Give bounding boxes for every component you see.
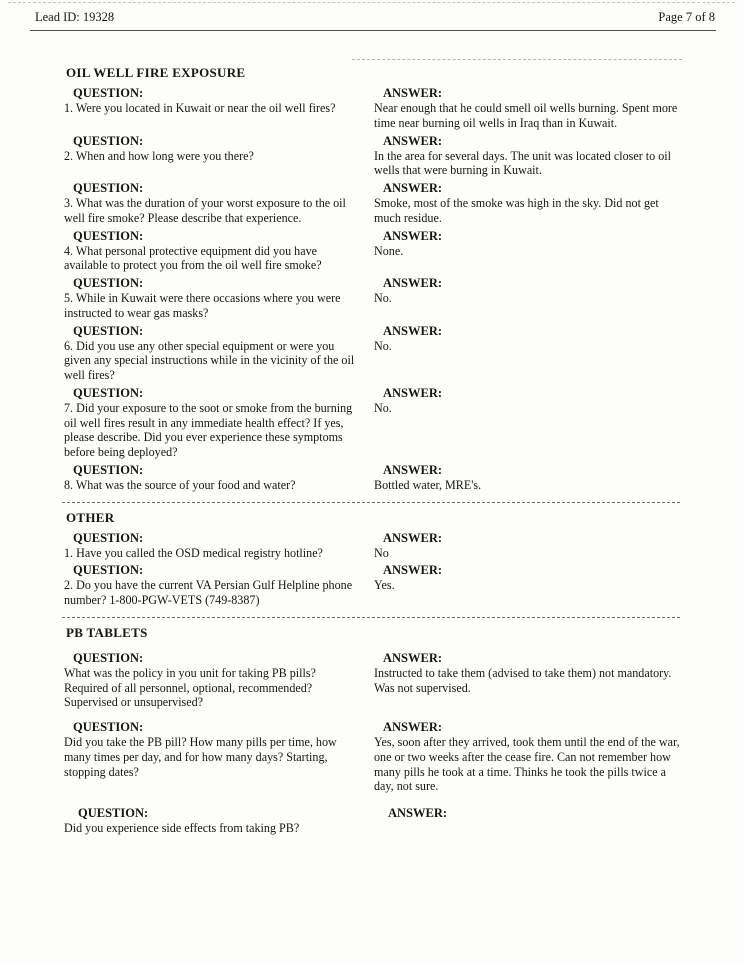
question-label: QUESTION: [73, 133, 144, 148]
question-text: 2. When and how long were you there? [64, 148, 254, 163]
question-column [64, 324, 364, 383]
question-column [64, 531, 364, 561]
answer-column [364, 651, 682, 710]
question-column [64, 181, 364, 226]
answer-column [364, 324, 682, 383]
question-label: QUESTION: [73, 181, 144, 195]
answer-column [364, 720, 682, 794]
question-label: QUESTION: [73, 385, 144, 400]
question-label: QUESTION: [73, 276, 144, 290]
scan-artifact-top [8, 2, 735, 3]
qa-row [64, 276, 682, 321]
question-text: 2. Do you have the current VA Persian Gulf Helpline phone number? 1-800-PGW-VETS (749-8387) [64, 578, 353, 607]
answer-text: Bottled water, MRE's. [374, 477, 482, 492]
answer-label: ANSWER: [383, 86, 443, 100]
answer-label: ANSWER: [383, 181, 443, 195]
answer-text: Near enough that he could smell oil wells burning. Spent more time near burning oil wells in Iraq than in Kuwait. [374, 101, 678, 130]
question-column [64, 720, 364, 794]
section-title: PB TABLETS [66, 624, 148, 640]
header-divider [30, 30, 716, 31]
question-text: 5. While in Kuwait were there occasions where you were instructed to wear gas masks? [64, 291, 341, 320]
question-text: 3. What was the duration of your worst exposure to the oil well fire smoke? Please describe that experience. [64, 196, 346, 225]
answer-text: In the area for several days. The unit was located closer to oil wells that were burning in Kuwait. [374, 148, 671, 178]
qa-row [64, 563, 682, 608]
question-label: QUESTION: [73, 228, 144, 243]
section-divider [62, 502, 680, 503]
question-text: 6. Did you use any other special equipment or were you given any special instructions while in the vicinity of the oil well fires? [64, 338, 355, 382]
answer-column [364, 276, 682, 321]
section-divider [62, 617, 680, 618]
answer-column [364, 531, 682, 561]
question-column [64, 229, 364, 274]
answer-label: ANSWER: [388, 806, 448, 820]
answer-text: Instructed to take them (advised to take them) not mandatory. Was not supervised. [374, 665, 672, 695]
qa-row [64, 134, 682, 179]
answer-label: ANSWER: [383, 530, 443, 545]
answer-column [364, 806, 682, 836]
section-pb-tablets [64, 625, 682, 836]
answer-column [364, 86, 682, 131]
answer-text: Smoke, most of the smoke was high in the sky. Did not get much residue. [374, 196, 659, 225]
answer-label: ANSWER: [383, 133, 443, 148]
qa-row [64, 720, 682, 794]
question-column [64, 463, 364, 493]
qa-row [64, 181, 682, 226]
question-label: QUESTION: [73, 563, 144, 578]
section-title: OTHER [66, 509, 115, 525]
question-column [64, 134, 364, 179]
qa-row [64, 324, 682, 383]
question-column [64, 386, 364, 460]
question-text: 8. What was the source of your food and water? [64, 477, 296, 492]
qa-row [64, 531, 682, 561]
answer-text: No [374, 545, 389, 560]
question-text: 7. Did your exposure to the soot or smoke from the burning oil well fires result in any immediate health effect? If yes, please describe. Did you ever experience these symptoms before being deployed? [64, 400, 353, 459]
qa-row [64, 386, 682, 460]
scan-artifact-line [352, 59, 682, 60]
answer-text: Yes, soon after they arrived, took them until the end of the war, one or two weeks after the cease fire. Can not remember how many pills he took at a time. Thinks he took the pills twice a day, not sure. [374, 735, 680, 794]
answer-label: ANSWER: [383, 323, 443, 338]
question-label: QUESTION: [73, 323, 144, 338]
question-text: Did you experience side effects from taking PB? [64, 821, 300, 835]
question-label: QUESTION: [78, 806, 149, 820]
question-text: 1. Have you called the OSD medical registry hotline? [64, 545, 323, 560]
answer-text: Yes. [374, 578, 395, 593]
question-text: What was the policy in you unit for taking PB pills? Required of all personnel, optional, recommended? Supervised or unsupervised? [64, 665, 316, 710]
answer-label: ANSWER: [383, 563, 443, 578]
question-label: QUESTION: [73, 462, 144, 477]
lead-id-label: Lead ID: 19328 [35, 10, 115, 24]
answer-column [364, 463, 682, 493]
document-body [64, 62, 682, 836]
answer-label: ANSWER: [383, 462, 443, 477]
question-column [64, 806, 364, 836]
section-title: OIL WELL FIRE EXPOSURE [66, 65, 246, 80]
section-oil-well-fire-exposure [64, 65, 682, 493]
qa-row [64, 806, 682, 836]
question-column [64, 651, 364, 710]
section-other [64, 510, 682, 608]
answer-column [364, 181, 682, 226]
answer-column [364, 386, 682, 460]
qa-row [64, 229, 682, 274]
answer-text: None. [374, 243, 404, 258]
qa-row [64, 651, 682, 710]
answer-label: ANSWER: [383, 228, 443, 243]
question-text: 4. What personal protective equipment did you have available to protect you from the oil well fire smoke? [64, 243, 322, 273]
question-label: QUESTION: [73, 530, 144, 545]
answer-label: ANSWER: [383, 276, 443, 290]
qa-row [64, 463, 682, 493]
answer-label: ANSWER: [383, 650, 443, 665]
question-column [64, 563, 364, 608]
answer-column [364, 134, 682, 179]
answer-label: ANSWER: [383, 385, 443, 400]
answer-text: No. [374, 400, 392, 415]
qa-row [64, 86, 682, 131]
question-label: QUESTION: [73, 86, 144, 100]
question-column [64, 276, 364, 321]
answer-column [364, 563, 682, 608]
question-text: 1. Were you located in Kuwait or near the oil well fires? [64, 101, 336, 115]
page-number-label: Page 7 of 8 [658, 10, 715, 24]
answer-label: ANSWER: [383, 720, 443, 734]
answer-text: No. [374, 338, 392, 353]
answer-column [364, 229, 682, 274]
answer-text: No. [374, 291, 392, 305]
question-text: Did you take the PB pill? How many pills per time, how many times per day, and for how many days? Starting, stopping dates? [64, 735, 337, 779]
question-label: QUESTION: [73, 650, 144, 665]
question-label: QUESTION: [73, 720, 144, 734]
page-header [35, 10, 715, 25]
question-column [64, 86, 364, 131]
